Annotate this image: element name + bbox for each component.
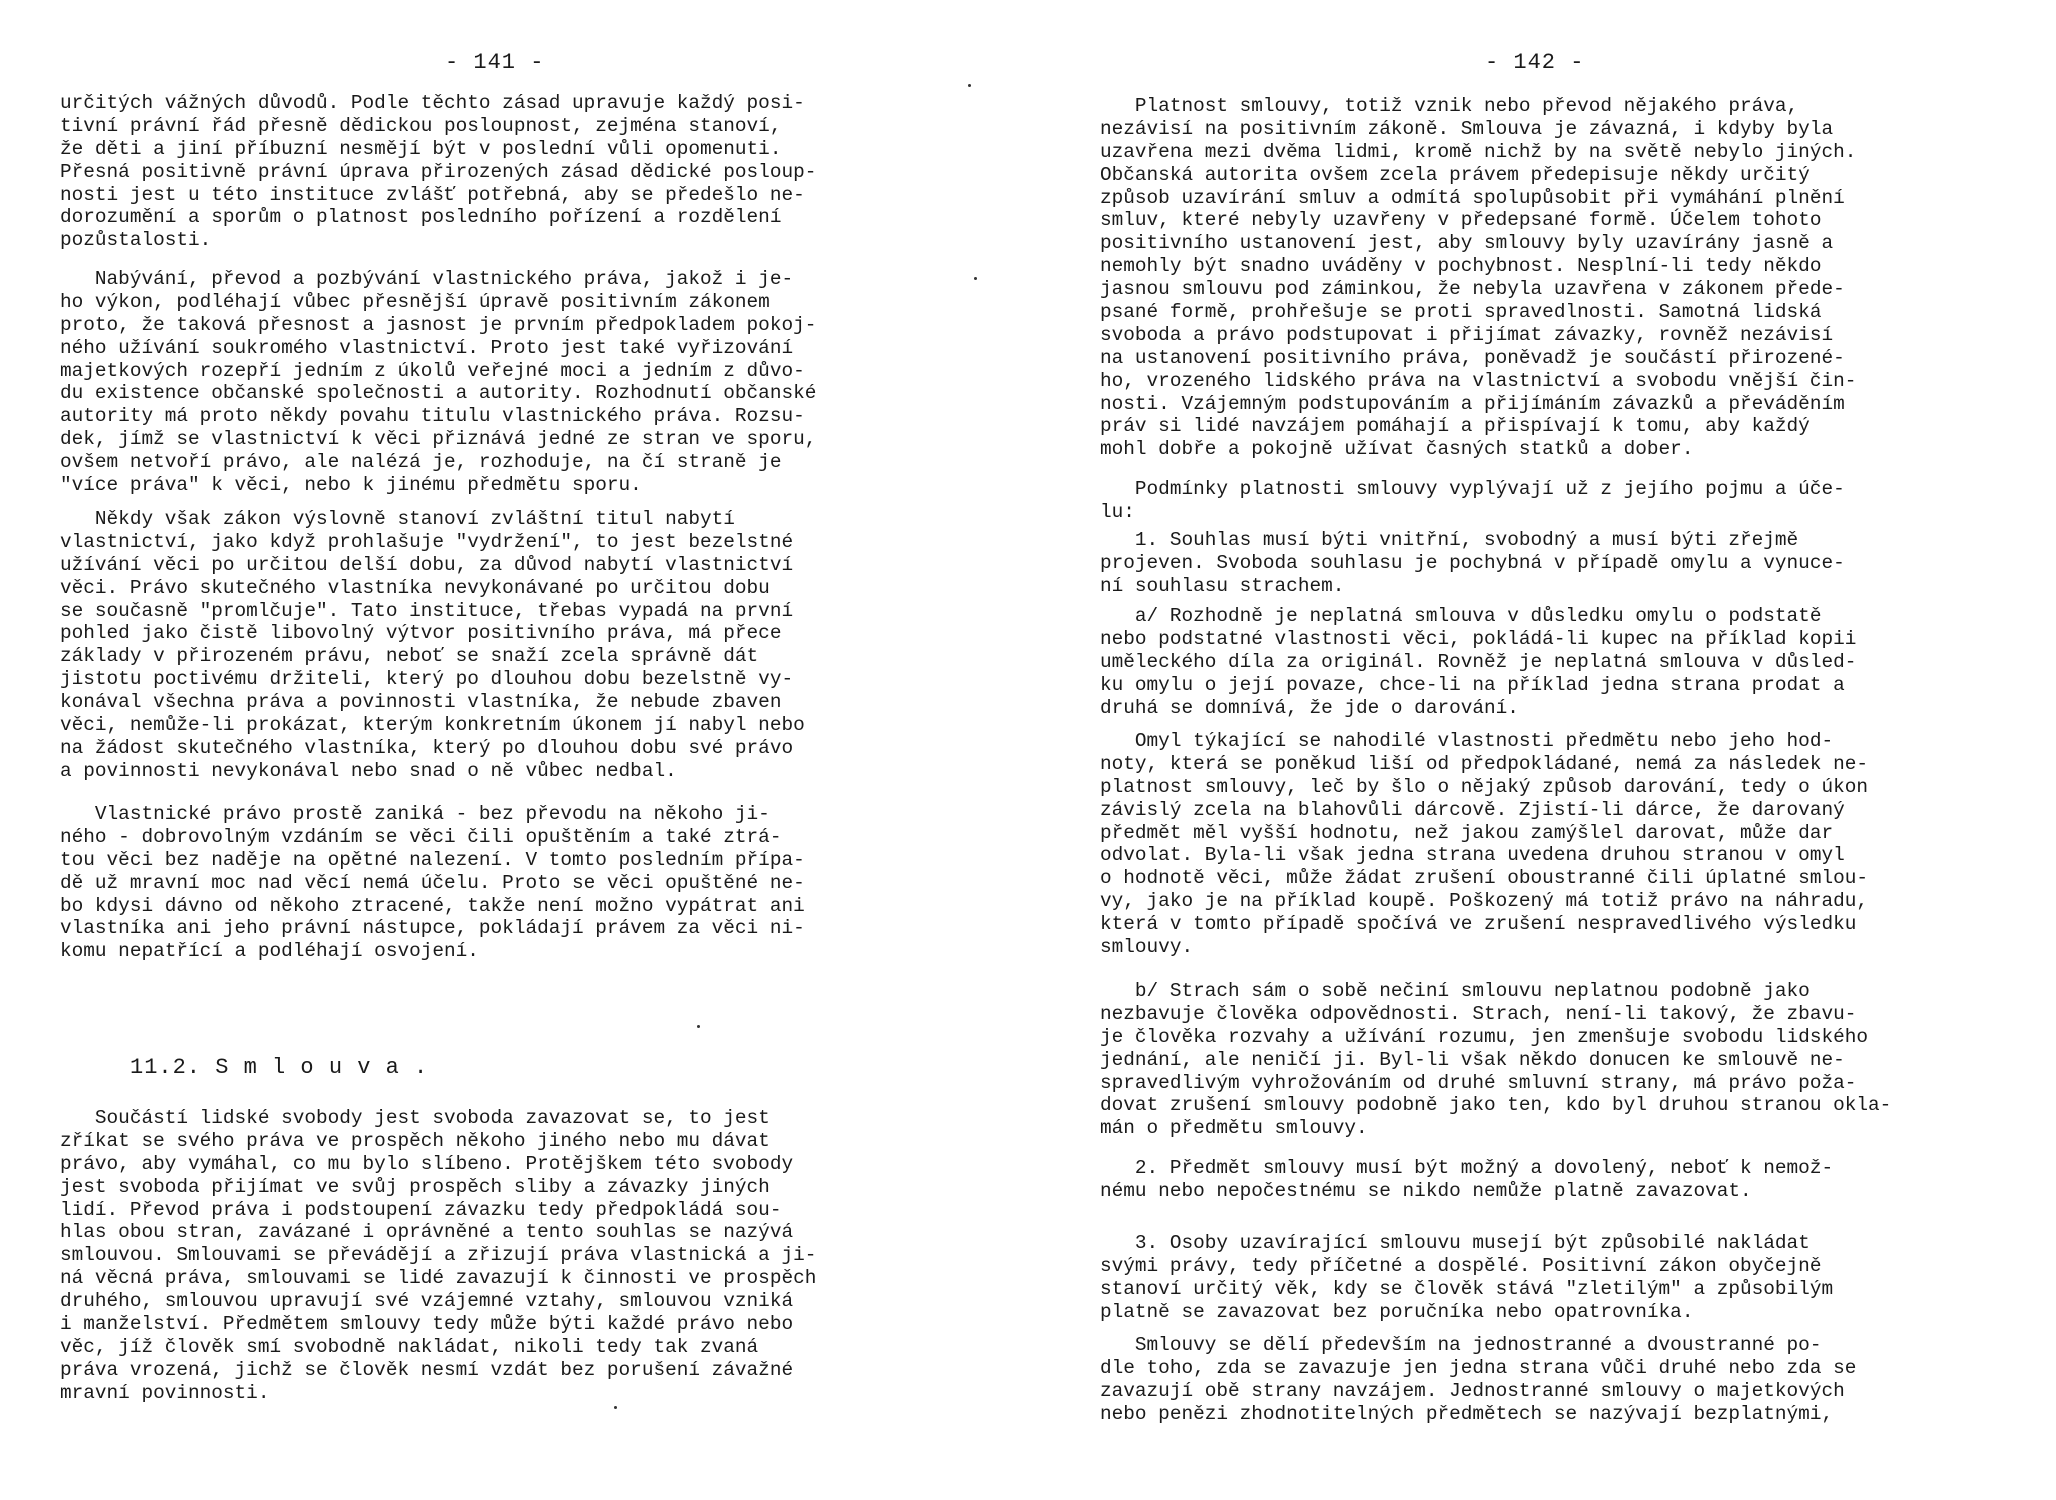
text-line: 3. Osoby uzavírající smlouvu musejí být způsobilé nakládat bbox=[1100, 1232, 1810, 1254]
text-line: jistotu poctivému držiteli, který po dlouhou dobu bezelstně vy- bbox=[60, 668, 794, 691]
paragraph bbox=[1100, 730, 2000, 959]
text-line: ní souhlasu strachem. bbox=[1100, 574, 1345, 597]
text-line: b/ Strach sám o sobě nečiní smlouvu neplatnou podobně jako bbox=[1100, 980, 1810, 1002]
text-line: Vlastnické právo prostě zaniká - bez převodu na někoho ji- bbox=[60, 803, 770, 825]
text-line: způsob uzavírání smluv a odmítá spolupůsobit při vymáhání plnění bbox=[1100, 186, 1845, 209]
text-line: na žádost skutečného vlastníka, který po dlouhou dobu své právo bbox=[60, 736, 794, 759]
text-line: dorozumění a sporům o platnost posledního pořízení a rozdělení bbox=[60, 206, 782, 229]
text-line: nemohly být snadno uváděny v pochybnost. Nesplní-li tedy někdo bbox=[1100, 255, 1822, 278]
text-line: 1. Souhlas musí býti vnitřní, svobodný a musí býti zřejmě bbox=[1100, 529, 1799, 551]
text-line: majetkových rozepří jedním z úkolů veřejné moci a jedním z důvo- bbox=[60, 359, 805, 382]
text-line: dovat zrušení smlouvy podobně jako ten, kdo byl druhou stranou okla- bbox=[1100, 1094, 1892, 1117]
scan-speck bbox=[614, 1406, 617, 1409]
text-line: lidí. Převod práva i podstoupení závazku tedy předpokládá sou- bbox=[60, 1198, 782, 1221]
text-line: mán o předmětu smlouvy. bbox=[1100, 1117, 1368, 1140]
text-line: smluv, které nebyly uzavřeny v předepsané formě. Účelem tohoto bbox=[1100, 209, 1822, 232]
left-page bbox=[60, 0, 960, 1500]
text-line: nezávisí na positivním zákoně. Smlouva je závazná, i kdyby byla bbox=[1100, 117, 1834, 140]
text-line: platnost smlouvy, leč by šlo o nějaký způsob darování, tedy o úkon bbox=[1100, 775, 1868, 798]
text-line: positivního ustanovení jest, aby smlouvy byly uzavírány jasně a bbox=[1100, 232, 1834, 255]
page-number: - 142 - bbox=[1485, 50, 1585, 75]
text-line: mohl dobře a pokojně užívat časných statků a dober. bbox=[1100, 438, 1694, 461]
paragraph bbox=[60, 92, 960, 252]
text-line: se současně "promlčuje". Tato instituce, třebas vypadá na první bbox=[60, 599, 794, 622]
text-line: uměleckého díla za originál. Rovněž je neplatná smlouva v důsled- bbox=[1100, 650, 1857, 673]
text-line: 2. Předmět smlouvy musí být možný a dovolený, neboť k nemož- bbox=[1100, 1157, 1834, 1179]
text-line: vy, jako je na příklad koupě. Poškozený má totiž právo na náhradu, bbox=[1100, 890, 1868, 913]
paragraph bbox=[1100, 529, 2000, 598]
text-line: nosti jest u této instituce zvlášť potřebná, aby se předešlo ne- bbox=[60, 183, 805, 206]
paragraph bbox=[1100, 95, 2000, 461]
text-line: Někdy však zákon výslovně stanoví zvláštní titul nabytí bbox=[60, 508, 735, 530]
text-line: nezbavuje člověka odpovědnosti. Strach, není-li takový, že zbavu- bbox=[1100, 1002, 1857, 1025]
text-line: o hodnotě věci, může žádat zrušení oboustranné čili úplatné smlou- bbox=[1100, 867, 1868, 890]
text-line: Přesná positivně právní úprava přirozených zásad dědické posloup- bbox=[60, 160, 817, 183]
text-line: je člověka rozvahy a užívání rozumu, jen zmenšuje svobodu lidského bbox=[1100, 1025, 1868, 1048]
paragraph bbox=[60, 508, 960, 783]
text-line: mravní povinnosti. bbox=[60, 1381, 270, 1404]
text-line: smlouvy. bbox=[1100, 936, 1194, 959]
text-line: autority má proto někdy povahu titulu vlastnického práva. Rozsu- bbox=[60, 405, 805, 428]
paragraph bbox=[1100, 1157, 2000, 1203]
text-line: psané formě, prohřešuje se proti spravedlnosti. Samotná lidská bbox=[1100, 301, 1822, 324]
text-line: a povinnosti nevykonával nebo snad o ně vůbec nedbal. bbox=[60, 759, 677, 782]
text-line: spravedlivým vyhrožováním od druhé smluvní strany, má právo poža- bbox=[1100, 1071, 1857, 1094]
text-line: věci. Právo skutečného vlastníka nevykonávané po určitou dobu bbox=[60, 576, 770, 599]
text-line: nosti. Vzájemným podstupováním a přijímáním závazků a převáděním bbox=[1100, 392, 1845, 415]
text-line: dě už mravní moc nad věcí nemá účelu. Proto se věci opuštěné ne- bbox=[60, 871, 805, 894]
text-line: hlas obou stran, zavázané i oprávněné a tento souhlas se nazývá bbox=[60, 1221, 794, 1244]
text-line: du existence občanské společnosti a autority. Rozhodnutí občanské bbox=[60, 382, 817, 405]
scan-speck bbox=[968, 84, 971, 87]
text-line: svými právy, tedy příčetné a dospělé. Positivní zákon obyčejně bbox=[1100, 1254, 1822, 1277]
text-line: jednání, ale neničí ji. Byl-li však někdo donucen ke smlouvě ne- bbox=[1100, 1048, 1845, 1071]
text-line: užívání věci po určitou delší dobu, za důvod nabytí vlastnictví bbox=[60, 553, 794, 576]
paragraph bbox=[1100, 605, 2000, 719]
scan-speck bbox=[974, 277, 977, 280]
text-line: bo kdysi dávno od někoho ztracené, takže není možno vypátrat ani bbox=[60, 894, 805, 917]
text-line: jest svoboda přijímat ve svůj prospěch sliby a závazky jiných bbox=[60, 1175, 770, 1198]
paragraph bbox=[1100, 980, 2000, 1140]
paragraph bbox=[1100, 1334, 2000, 1426]
text-line: i manželství. Předmětem smlouvy tedy může býti každé právo nebo bbox=[60, 1313, 794, 1336]
text-line: vlastnictví, jako když prohlašuje "vydržení", to jest bezelstné bbox=[60, 530, 794, 553]
text-line: noty, která se poněkud liší od předpokládané, nemá za následek ne- bbox=[1100, 752, 1868, 775]
text-line: nebo podstatné vlastnosti věci, pokládá-li kupec na příklad kopii bbox=[1100, 627, 1857, 650]
text-line: předmět měl vyšší hodnotu, než jakou zamýšlel darovat, může dar bbox=[1100, 821, 1834, 844]
text-line: která v tomto případě spočívá ve zrušení nespravedlivého výsledku bbox=[1100, 913, 1857, 936]
text-line: ovšem netvoří právo, ale nalézá je, rozhoduje, na čí straně je bbox=[60, 451, 782, 474]
paragraph bbox=[1100, 478, 2000, 524]
text-line: Omyl týkající se nahodilé vlastnosti předmětu nebo jeho hod- bbox=[1100, 730, 1834, 752]
text-line: Platnost smlouvy, totiž vznik nebo převod nějakého práva, bbox=[1100, 95, 1799, 117]
text-line: lu: bbox=[1100, 500, 1135, 523]
text-line: uzavřena mezi dvěma lidmi, kromě nichž by na světě nebylo jiných. bbox=[1100, 140, 1857, 163]
text-line: komu nepatřící a podléhají osvojení. bbox=[60, 940, 479, 963]
text-line: že děti a jiní příbuzní nesmějí být v poslední vůli opomenuti. bbox=[60, 137, 782, 160]
text-line: nebo penězi zhodnotitelných předmětech se nazývají bezplatnými, bbox=[1100, 1402, 1834, 1425]
text-line: a/ Rozhodně je neplatná smlouva v důsledku omylu o podstatě bbox=[1100, 605, 1822, 627]
text-line: Občanská autorita ovšem zcela právem předepisuje někdy určitý bbox=[1100, 163, 1810, 186]
text-line: druhého, smlouvou upravují své vzájemné vztahy, smlouvou vzniká bbox=[60, 1290, 794, 1313]
text-line: Podmínky platnosti smlouvy vyplývají už z jejího pojmu a úče- bbox=[1100, 478, 1845, 500]
text-line: ho, vrozeného lidského práva na vlastnictví a svobodu vnější čin- bbox=[1100, 369, 1857, 392]
text-line: práva vrozená, jichž se člověk nesmí vzdát bez porušení závažné bbox=[60, 1358, 794, 1381]
text-line: druhá se domnívá, že jde o darování. bbox=[1100, 696, 1519, 719]
text-line: odvolat. Byla-li však jedna strana uvedena druhou stranou v omyl bbox=[1100, 844, 1845, 867]
text-line: konával všechna práva a povinnosti vlastníka, že nebude zbaven bbox=[60, 691, 782, 714]
text-line: vlastníka ani jeho právní nástupce, pokládají právem za věci ni- bbox=[60, 917, 805, 940]
text-line: věc, jíž člověk smí svobodně nakládat, nikoli tedy tak zvaná bbox=[60, 1335, 759, 1358]
section-heading: 11.2. S m l o u v a . bbox=[130, 1055, 429, 1080]
text-line: věci, nemůže-li prokázat, kterým konkretním úkonem jí nabyl nebo bbox=[60, 714, 805, 737]
text-line: tivní právní řád přesně dědickou posloupnost, zejména stanoví, bbox=[60, 114, 782, 137]
text-line: Smlouvy se dělí především na jednostranné a dvoustranné po- bbox=[1100, 1334, 1822, 1356]
text-line: tou věci bez naděje na opětné nalezení. V tomto posledním přípa- bbox=[60, 848, 805, 871]
text-line: platně se zavazovat bez poručníka nebo opatrovníka. bbox=[1100, 1300, 1694, 1323]
text-line: zavazují obě strany navzájem. Jednostranné smlouvy o majetkových bbox=[1100, 1379, 1845, 1402]
text-line: jasnou smlouvu pod záminkou, že nebyla uzavřena v zákonem přede- bbox=[1100, 278, 1845, 301]
text-line: základy v přirozeném právu, neboť se snaží zcela správně dát bbox=[60, 645, 759, 668]
text-line: Nabývání, převod a pozbývání vlastnického práva, jakož i je- bbox=[60, 268, 794, 290]
text-line: nému nebo nepočestnému se nikdo nemůže platně zavazovat. bbox=[1100, 1179, 1752, 1202]
text-line: smlouvou. Smlouvami se převádějí a zřizují práva vlastnická a ji- bbox=[60, 1244, 817, 1267]
text-line: závislý zcela na blahovůli dárcově. Zjistí-li dárce, že darovaný bbox=[1100, 798, 1845, 821]
paragraph bbox=[60, 268, 960, 497]
scan-speck bbox=[697, 1025, 700, 1028]
text-line: dle toho, zda se zavazuje jen jedna strana vůči druhé nebo zda se bbox=[1100, 1356, 1857, 1379]
text-line: ho výkon, podléhají vůbec přesnější úpravě positivním zákonem bbox=[60, 290, 770, 313]
text-line: stanoví určitý věk, kdy se člověk stává "zletilým" a způsobilým bbox=[1100, 1277, 1834, 1300]
paragraph bbox=[60, 1107, 960, 1405]
text-line: ného - dobrovolným vzdáním se věci čili opuštěním a také ztrá- bbox=[60, 825, 782, 848]
text-line: určitých vážných důvodů. Podle těchto zásad upravuje každý posi- bbox=[60, 92, 805, 114]
text-line: projeven. Svoboda souhlasu je pochybná v případě omylu a vynuce- bbox=[1100, 551, 1845, 574]
right-page bbox=[1100, 0, 2000, 1500]
text-line: pozůstalosti. bbox=[60, 229, 212, 252]
text-line: ku omylu o její povaze, chce-li na příklad jedna strana prodat a bbox=[1100, 673, 1845, 696]
paragraph bbox=[60, 803, 960, 963]
text-line: ná věcná práva, smlouvami se lidé zavazují k činnosti ve prospěch bbox=[60, 1267, 817, 1290]
page-number: - 141 - bbox=[445, 50, 545, 75]
text-line: "více práva" k věci, nebo k jinému předmětu sporu. bbox=[60, 474, 642, 497]
text-line: svoboda a právo podstupovat i přijímat závazky, rovněž nezávisí bbox=[1100, 323, 1834, 346]
text-line: práv si lidé navzájem pomáhají a přispívají k tomu, aby každý bbox=[1100, 415, 1810, 438]
text-line: zříkat se svého práva ve prospěch někoho jiného nebo mu dávat bbox=[60, 1129, 770, 1152]
text-line: právo, aby vymáhal, co mu bylo slíbeno. Protějškem této svobody bbox=[60, 1152, 794, 1175]
text-line: na ustanovení positivního práva, poněvadž je součástí přirozené- bbox=[1100, 346, 1845, 369]
text-line: dek, jímž se vlastnictví k věci přiznává jedné ze stran ve sporu, bbox=[60, 428, 817, 451]
text-line: pohled jako čistě libovolný výtvor positivního práva, má přece bbox=[60, 622, 782, 645]
paragraph bbox=[1100, 1232, 2000, 1324]
text-line: ného užívání soukromého vlastnictví. Proto jest také vyřizování bbox=[60, 336, 794, 359]
text-line: proto, že taková přesnost a jasnost je prvním předpokladem pokoj- bbox=[60, 313, 817, 336]
text-line: Součástí lidské svobody jest svoboda zavazovat se, to jest bbox=[60, 1107, 770, 1129]
